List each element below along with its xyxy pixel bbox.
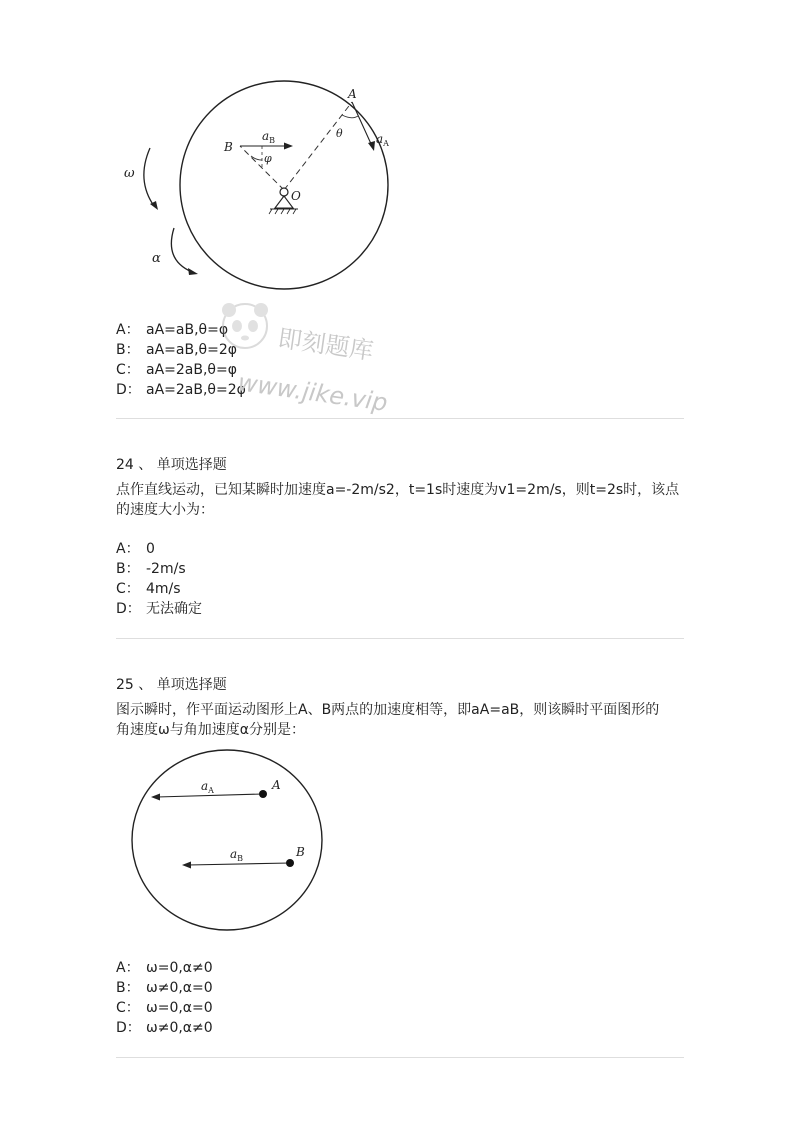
q25-figure	[125, 745, 325, 940]
pivot-O	[280, 188, 288, 196]
q24-stem-line2: 的速度大小为：	[116, 502, 214, 518]
point-B	[286, 859, 294, 867]
alpha-arrowhead	[188, 268, 198, 275]
label-B: B	[296, 845, 305, 859]
q24-option-b[interactable]: B： -2m/s	[116, 561, 186, 577]
label-omega: ω	[124, 166, 135, 181]
aB-arrowhead	[284, 143, 293, 150]
label-aA: $a_A$	[201, 779, 214, 795]
q25-stem-line2: 角速度ω与角加速度α分别是：	[116, 722, 305, 738]
radius-OA	[284, 102, 352, 190]
q23-option-a[interactable]: A： aA=aB,θ=φ	[116, 322, 229, 338]
q25-option-a[interactable]: A： ω=0,α≠0	[116, 960, 213, 976]
q24-option-a[interactable]: A： 0	[116, 541, 155, 557]
q23-option-b[interactable]: B： aA=aB,θ=2φ	[116, 342, 237, 358]
q25-option-b[interactable]: B： ω≠0,α=0	[116, 980, 213, 996]
q25-option-c[interactable]: C： ω=0,α=0	[116, 1000, 213, 1016]
label-aB: $a_B$	[262, 129, 276, 145]
q23-option-d[interactable]: D： aA=2aB,θ=2φ	[116, 382, 246, 398]
theta-arc	[342, 115, 358, 118]
omega-arrow	[144, 148, 154, 206]
label-alpha: α	[152, 251, 161, 266]
q24-header: 24 、 单项选择题	[116, 457, 227, 473]
watermark-url: www.jike.vip	[236, 368, 390, 417]
q23-figure	[110, 80, 410, 305]
aB-arrow	[188, 863, 290, 865]
q25-header: 25 、 单项选择题	[116, 677, 227, 693]
label-aA: $a_A$	[376, 132, 389, 148]
watermark	[215, 298, 415, 418]
alpha-arrow	[171, 228, 192, 272]
label-B: B	[224, 140, 233, 154]
watermark-brand: 即刻题库	[276, 324, 376, 366]
q23-option-c[interactable]: C： aA=2aB,θ=φ	[116, 362, 237, 378]
plate-circle	[132, 750, 322, 930]
label-A: A	[348, 87, 357, 101]
q25-stem-line1: 图示瞬时，作平面运动图形上A、B两点的加速度相等，即aA=aB，则该瞬时平面图形的	[116, 702, 660, 718]
aA-arrowhead	[151, 794, 160, 801]
aB-arrowhead	[182, 862, 191, 869]
q24-stem-line1: 点作直线运动，已知某瞬时加速度a=-2m/s2，t=1s时速度为v1=2m/s，则t=2s时，该点	[116, 482, 680, 498]
q24-option-c[interactable]: C： 4m/s	[116, 581, 181, 597]
label-aB: $a_B$	[230, 847, 244, 863]
divider	[116, 418, 684, 419]
divider	[116, 1057, 684, 1058]
label-phi: φ	[264, 152, 272, 165]
label-O: O	[291, 189, 301, 203]
aA-arrowhead	[368, 141, 375, 151]
q25-option-d[interactable]: D： ω≠0,α≠0	[116, 1020, 213, 1036]
point-A	[259, 790, 267, 798]
label-theta: θ	[336, 127, 343, 140]
divider	[116, 638, 684, 639]
label-A: A	[272, 778, 281, 792]
q24-option-d[interactable]: D： 无法确定	[116, 601, 202, 617]
